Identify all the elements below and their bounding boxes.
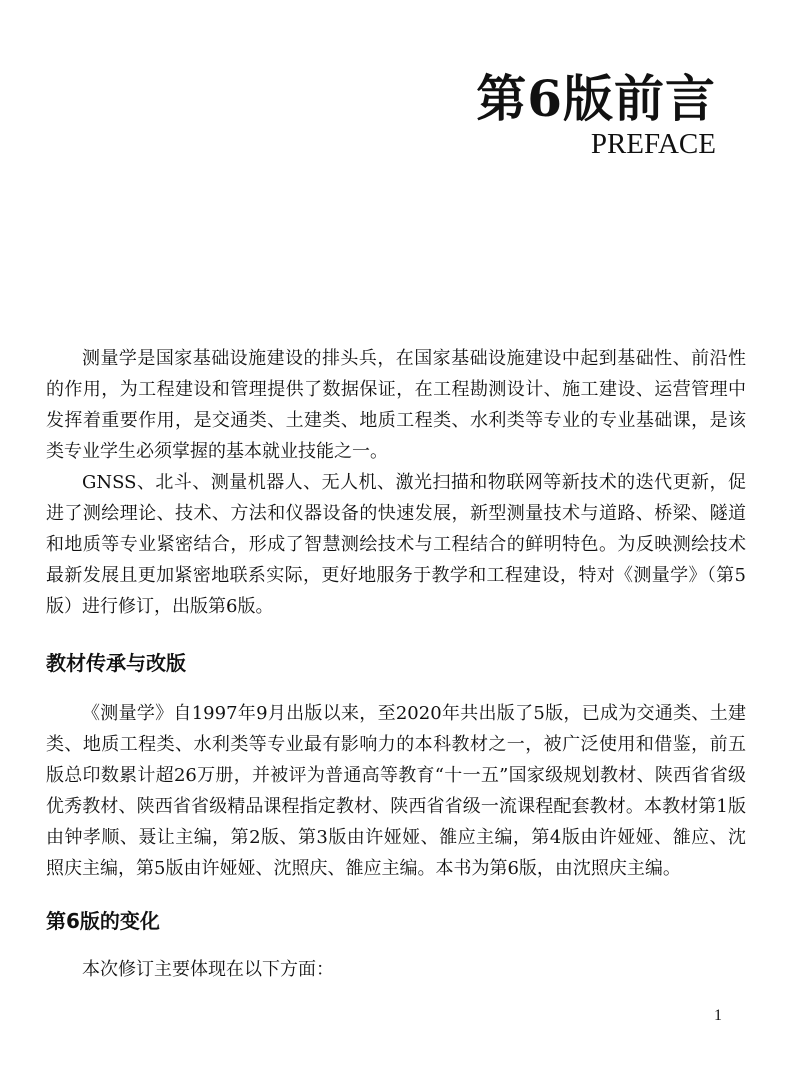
page-title: 第6版前言 [476, 69, 716, 128]
intro-paragraph-1: 测量学是国家基础设施建设的排头兵，在国家基础设施建设中起到基础性、前沿性的作用，为工程建设和管理提供了数据保证，在工程勘测设计、施工建设、运营管理中发挥着重要作用，是交通类、土建类、地质工程类、水利类等专业的专业基础课，是该类专业学生必须掌握的基本就业技能之一。 [46, 348, 746, 462]
intro-paragraph-2: GNSS、北斗、测量机器人、无人机、激光扫描和物联网等新技术的迭代更新，促进了测绘理论、技术、方法和仪器设备的快速发展，新型测量技术与道路、桥梁、隧道和地质等专业紧密结合，形成了智慧测绘技术与工程结合的鲜明特色。为反映测绘技术最新发展且更加紧密地联系实际，更好地服务于教学和工程建设，特对《测量学》（第5版）进行修订，出版第6版。 [46, 472, 746, 617]
section-heading-heritage: 教材传承与改版 [46, 651, 186, 675]
section-heading-changes: 第6版的变化 [46, 909, 160, 933]
heritage-paragraph: 《测量学》自1997年9月出版以来，至2020年共出版了5版，已成为交通类、土建类、地质工程类、水利类等专业最有影响力的本科教材之一，被广泛使用和借鉴，前五版总印数累计超26万册，并被评为普通高等教育“十一五”国家级规划教材、陕西省省级优秀教材、陕西省省级精品课程指定教材、陕西省省级一流课程配套教材。本教材第1版由钟孝顺、聂让主编，第2版、第3版由许娅娅、雒应主编，第4版由许娅娅、雒应、沈照庆主编，第5版由许娅娅、沈照庆、雒应主编。本书为第6版，由沈照庆主编。 [46, 703, 746, 879]
page-subtitle: PREFACE [590, 128, 716, 160]
body-content [46, 343, 746, 985]
page-number: 1 [714, 1007, 722, 1024]
changes-intro-paragraph: 本次修订主要体现在以下方面： [82, 959, 334, 980]
